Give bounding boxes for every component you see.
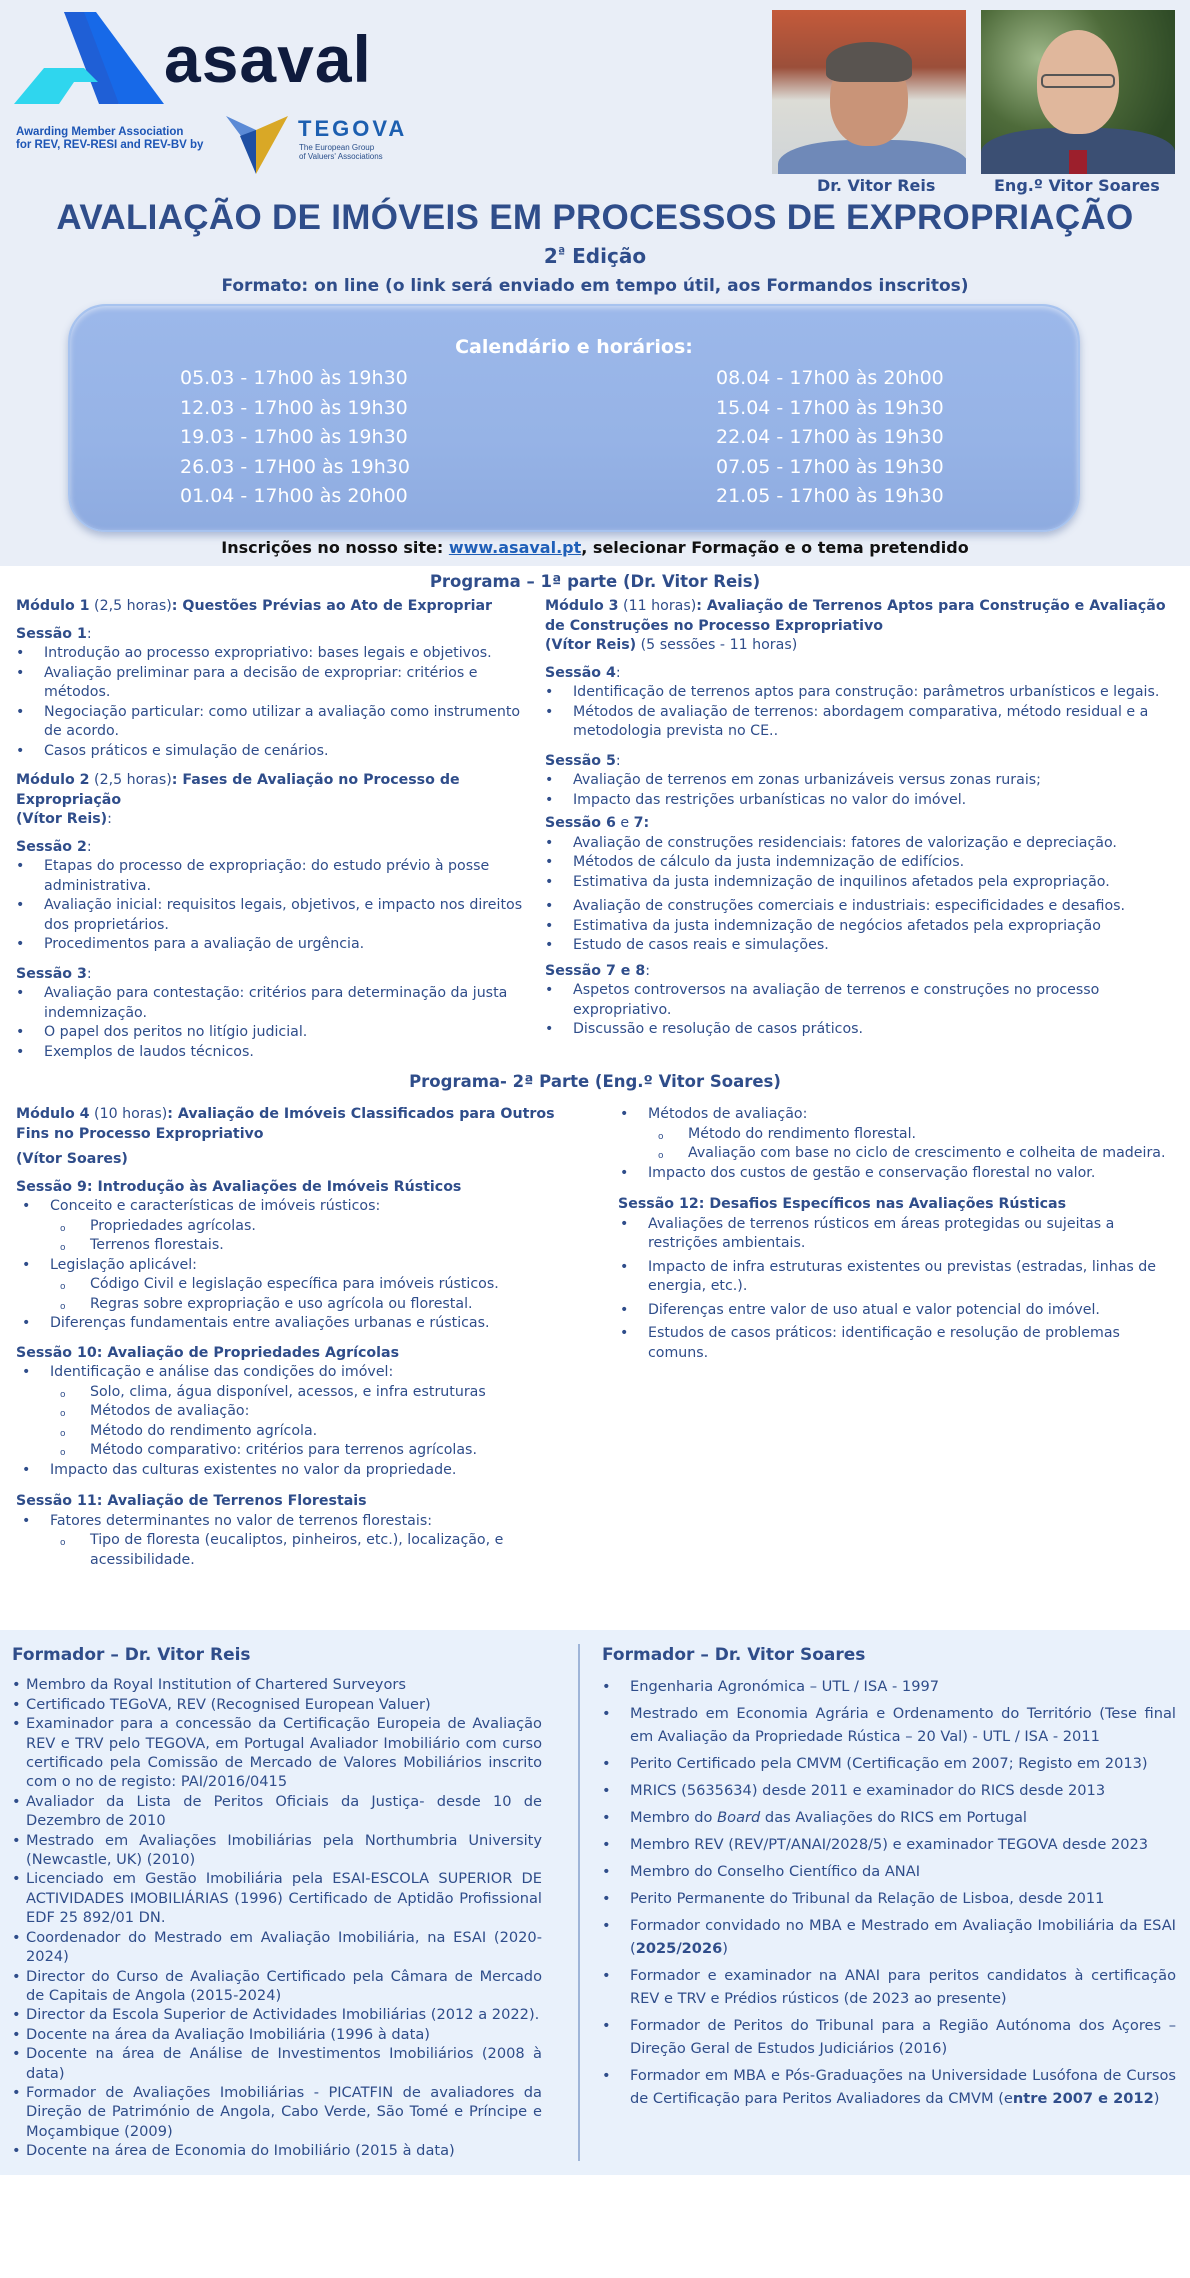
list-item: • Avaliação de terrenos em zonas urbanizáveis versus zonas rurais; — [545, 771, 1172, 791]
list-item: • Estudos de casos práticos: identificação e resolução de problemas comuns. — [620, 1324, 1172, 1363]
session-7-8-list — [545, 981, 1172, 1040]
awarding-line-1: Awarding Member Association — [16, 126, 184, 138]
calendar-box — [68, 304, 1080, 532]
list-item: • Docente na área de Economia do Imobiliário (2015 à data) — [12, 2141, 542, 2160]
sub-list-item: o Método do rendimento agrícola. — [50, 1422, 580, 1442]
tegova-logo-icon — [226, 116, 288, 174]
calendar-date: 22.04 - 17h00 às 19h30 — [716, 426, 944, 448]
edition-ordinal: ª — [557, 246, 566, 261]
awarding-line-2: for REV, REV-RESI and REV-BV by — [16, 139, 204, 151]
session-12-list — [618, 1215, 1172, 1364]
module-name: Módulo 4 — [16, 1106, 90, 1122]
trainer-soares-list — [602, 1675, 1176, 2110]
list-item: • Mestrado em Avaliações Imobiliárias pela Northumbria University (Newcastle, UK) (2010) — [12, 1831, 542, 1870]
list-item: • Perito Certificado pela CMVM (Certificação em 2007; Registo em 2013) — [602, 1752, 1176, 1775]
module-trainer: (Vítor Reis) — [545, 637, 637, 653]
list-item: • Docente na área da Avaliação Imobiliária (1996 à data) — [12, 2025, 542, 2044]
sub-list-item: o Terrenos florestais. — [50, 1236, 580, 1256]
list-item — [22, 1256, 580, 1315]
module-name: Módulo 3 — [545, 598, 619, 614]
calendar-date: 07.05 - 17h00 às 19h30 — [716, 455, 944, 478]
photo-caption-reis: Dr. Vitor Reis — [817, 176, 936, 195]
list-item: • Aspetos controversos na avaliação de terrenos e construções no processo expropriativo. — [545, 981, 1172, 1020]
list-item: • MRICS (5635634) desde 2011 e examinador do RICS desde 2013 — [602, 1779, 1176, 1802]
list-item: • Estimativa da justa indemnização de negócios afetados pela expropriação — [545, 917, 1172, 937]
session-9-title: Sessão 9: Introdução às Avaliações de Imóveis Rústicos — [16, 1178, 462, 1195]
trainer-soares-title: Formador – Dr. Vitor Soares — [602, 1645, 866, 1665]
registration-prefix: Inscrições no nosso site: — [221, 538, 449, 557]
part-1-title: Programa – 1ª parte (Dr. Vitor Reis) — [429, 572, 761, 591]
sub-list-item: o Método comparativo: critérios para terrenos agrícolas. — [50, 1441, 580, 1461]
session-label: Sessão 7 e 8 — [545, 962, 646, 979]
page-title: AVALIAÇÃO DE IMÓVEIS EM PROCESSOS DE EXPROPRIAÇÃO — [56, 198, 1134, 237]
session-label: Sessão 1 — [16, 625, 87, 642]
list-item: • Etapas do processo de expropriação: do estudo prévio à posse administrativa. — [16, 857, 530, 896]
session-11-list — [16, 1512, 580, 1571]
calendar-date: 21.05 - 17h00 às 19h30 — [716, 485, 944, 507]
photo-vitor-reis — [772, 10, 966, 174]
list-item: • Formador convidado no MBA e Mestrado em Avaliação Imobiliária da ESAI (2025/2026) — [602, 1914, 1176, 1960]
list-item-text: Conceito e características de imóveis rústicos: — [50, 1198, 381, 1214]
list-item: • Avaliação preliminar para a decisão de expropriar: critérios e métodos. — [16, 664, 530, 703]
list-item: • Formador de Peritos do Tribunal para a Região Autónoma dos Açores – Direção Geral de Estudos Judiciários (2016) — [602, 2014, 1176, 2060]
module-hours: (2,5 horas) — [89, 598, 172, 614]
list-item: • Formador de Avaliações Imobiliárias - PICATFIN de avaliadores da Direção de Património de Angola, Cabo Verde, São Tomé e Príncipe e Moçambique (2009) — [12, 2083, 542, 2141]
session-11-title: Sessão 11: Avaliação de Terrenos Florestais — [16, 1493, 367, 1509]
session-5-title: Sessão 5: — [545, 752, 621, 769]
list-item: • Membro da Royal Institution of Chartered Surveyors — [12, 1675, 542, 1694]
program-part-1 — [0, 566, 1190, 1570]
list-item: • Exemplos de laudos técnicos. — [16, 1043, 530, 1063]
list-item: • Certificado TEGoVA, REV (Recognised European Valuer) — [12, 1695, 542, 1714]
sub-list — [50, 1383, 580, 1461]
calendar-title: Calendário e horários: — [455, 336, 693, 358]
asaval-logo — [14, 12, 408, 162]
list-item: • Impacto de infra estruturas existentes ou previstas (estradas, linhas de energia, etc.). — [620, 1258, 1172, 1297]
session-3-title: Sessão 3: — [16, 965, 92, 982]
session-label: 7: — [633, 815, 650, 831]
sub-list — [50, 1217, 580, 1256]
sub-list-item: o Solo, clima, água disponível, acessos, e infra estruturas — [50, 1383, 580, 1403]
edition-text: Edição — [572, 244, 647, 268]
session-12-title: Sessão 12: Desafios Específicos nas Avaliações Rústicas — [618, 1196, 1067, 1212]
list-item: • Impacto das culturas existentes no valor da propriedade. — [22, 1461, 580, 1481]
photo-vitor-soares — [981, 10, 1175, 174]
header-band — [0, 0, 1190, 566]
calendar-date: 05.03 - 17h00 às 19h30 — [180, 367, 408, 389]
list-item: • Avaliação inicial: requisitos legais, objetivos, e impacto nos direitos dos proprietários. — [16, 896, 530, 935]
list-item: • Estudo de casos reais e simulações. — [545, 936, 1172, 956]
module-hours: (2,5 horas) — [89, 772, 172, 788]
module-4-title — [16, 1105, 580, 1144]
list-item: • Diferenças fundamentais entre avaliações urbanas e rústicas. — [22, 1314, 580, 1334]
module-trainer: (Vítor Reis) — [16, 811, 108, 827]
session-4-title: Sessão 4: — [545, 664, 621, 681]
list-item: • Avaliador da Lista de Peritos Oficiais da Justiça- desde 10 de Dezembro de 2010 — [12, 1792, 542, 1831]
list-item-text: Fatores determinantes no valor de terrenos florestais: — [50, 1512, 432, 1529]
module-1-title — [16, 597, 530, 617]
asaval-wordmark: asaval — [164, 22, 372, 96]
list-item: • Identificação de terrenos aptos para construção: parâmetros urbanísticos e legais. — [545, 683, 1172, 703]
list-item: • Avaliações de terrenos rústicos em áreas protegidas ou sujeitas a restrições ambientais. — [620, 1215, 1172, 1254]
list-item: • Examinador para a concessão da Certificação Europeia de Avaliação REV e TRV pelo TEGOVA, em Portugal Avaliador Imobiliário com curso certificado pela Comissão de Mercado de Valores Mobiliários inscrito com o no de registo: PAI/2016/0415 — [12, 1714, 542, 1792]
sub-list-item: o Método do rendimento florestal. — [648, 1125, 1172, 1145]
sub-list-item: o Regras sobre expropriação e uso agrícola ou florestal. — [50, 1295, 580, 1315]
list-item: • Membro do Conselho Científico da ANAI — [602, 1860, 1176, 1883]
trainer-soares-panel — [580, 1644, 1190, 2161]
module-2-trainer: (Vítor Reis): — [16, 811, 112, 827]
sub-list-item: o Código Civil e legislação específica para imóveis rústicos. — [50, 1275, 580, 1295]
session-2-list — [16, 857, 530, 955]
session-10-list — [16, 1363, 580, 1480]
trainer-reis-panel — [0, 1644, 580, 2161]
strong-text: ntre 2007 e 2012 — [1012, 2090, 1154, 2108]
calendar-date: 01.04 - 17h00 às 20h00 — [180, 485, 408, 507]
registration-note — [0, 538, 1190, 557]
trainer-reis-title: Formador – Dr. Vitor Reis — [12, 1645, 251, 1665]
module-name: Módulo 1 — [16, 598, 90, 614]
list-item: • Avaliação para contestação: critérios para determinação da justa indemnização. — [16, 984, 530, 1023]
session-11-list-continued — [618, 1105, 1172, 1183]
asaval-website-link[interactable]: www.asaval.pt — [448, 538, 582, 557]
list-item: • Membro do Board das Avaliações do RICS em Portugal — [602, 1806, 1176, 1829]
module-3-trainer — [545, 636, 1172, 656]
list-item: • Docente na área de Análise de Investimentos Imobiliários (2008 à data) — [12, 2044, 542, 2083]
calendar-date: 26.03 - 17H00 às 19h30 — [180, 455, 410, 478]
list-item — [22, 1363, 580, 1461]
registration-suffix: , selecionar Formação e o tema pretendido — [581, 538, 969, 557]
calendar-date: 08.04 - 17h00 às 20h00 — [716, 367, 944, 389]
list-item: • Membro REV (REV/PT/ANAI/2028/5) e examinador TEGOVA desde 2023 — [602, 1833, 1176, 1856]
session-7-8-title: Sessão 7 e 8: — [545, 962, 651, 979]
sub-list-item: o Métodos de avaliação: — [50, 1402, 580, 1422]
session-1-list — [16, 644, 530, 761]
asaval-logo-icon — [14, 12, 164, 104]
trainer-reis-list — [12, 1675, 542, 2160]
module-hours: (10 horas) — [89, 1106, 168, 1122]
trainers-section — [0, 1630, 1190, 2175]
list-item: • Procedimentos para a avaliação de urgência. — [16, 935, 530, 955]
session-label: Sessão 6 — [545, 815, 616, 831]
session-1-title: Sessão 1: — [16, 625, 92, 642]
session-6-7-title — [545, 814, 1172, 834]
module-heading: : Questões Prévias ao Ato de Expropriar — [171, 598, 493, 614]
list-item: • Introdução ao processo expropriativo: bases legais e objetivos. — [16, 644, 530, 664]
list-item: • Métodos de avaliação de terrenos: abordagem comparativa, método residual e a metodologia prevista no CE.. — [545, 703, 1172, 742]
module-heading: : Fases de Avaliação no Processo de Expropriação — [16, 772, 460, 808]
list-item: • Estimativa da justa indemnização de inquilinos afetados pela expropriação. — [545, 873, 1172, 893]
list-item: • Licenciado em Gestão Imobiliária pela ESAI-ESCOLA SUPERIOR DE ACTIVIDADES IMOBILIÁRIAS (1996) Certificado de Aptidão Profissional EDF 25 892/01 DN. — [12, 1869, 542, 1927]
module-4-trainer: (Vítor Soares) — [16, 1151, 128, 1167]
list-item: • Director do Curso de Avaliação Certificado pela Câmara de Mercado de Capitais de Angola (2015-2024) — [12, 1967, 542, 2006]
list-item: • Casos práticos e simulação de cenários. — [16, 742, 530, 762]
sub-list — [648, 1125, 1172, 1164]
module-3-title — [545, 597, 1172, 636]
tegova-wordmark: TEGOVA — [298, 116, 408, 141]
photo-caption-soares: Eng.º Vitor Soares — [994, 176, 1160, 195]
session-label: Sessão 3 — [16, 965, 87, 982]
list-item: • Avaliação de construções residenciais: fatores de valorização e depreciação. — [545, 834, 1172, 854]
module-sessions-note: (5 sessões - 11 horas) — [636, 637, 798, 653]
part-1-right-column — [530, 591, 1190, 1062]
part-2-left-column — [0, 1105, 600, 1570]
module-hours: (11 horas) — [618, 598, 697, 614]
list-item: • Engenharia Agronómica – UTL / ISA - 1997 — [602, 1675, 1176, 1698]
sub-list — [50, 1275, 580, 1314]
part-1-left-column — [0, 591, 530, 1062]
session-label: Sessão 4 — [545, 664, 616, 681]
list-item-text: Métodos de avaliação: — [648, 1106, 808, 1122]
sub-list — [50, 1531, 580, 1570]
list-item: • Diferenças entre valor de uso atual e valor potencial do imóvel. — [620, 1301, 1172, 1321]
session-10-title: Sessão 10: Avaliação de Propriedades Agrícolas — [16, 1344, 400, 1361]
session-6-7-list — [545, 834, 1172, 956]
session-5-list — [545, 771, 1172, 810]
list-item: • Avaliação de construções comerciais e industriais: especificidades e desafios. — [545, 897, 1172, 917]
edition-number: 2 — [543, 244, 558, 268]
part-2-right-column — [600, 1105, 1190, 1570]
list-item: • Director da Escola Superior de Actividades Imobiliárias (2012 a 2022). — [12, 2005, 542, 2024]
tegova-sub-line-2: of Valuers' Associations — [299, 152, 383, 161]
list-item: • Impacto dos custos de gestão e conservação florestal no valor. — [620, 1164, 1172, 1184]
calendar-date: 15.04 - 17h00 às 19h30 — [716, 396, 944, 419]
list-item: • Métodos de cálculo da justa indemnização de edifícios. — [545, 853, 1172, 873]
session-4-list — [545, 683, 1172, 742]
list-item: • Coordenador do Mestrado em Avaliação Imobiliária, na ESAI (2020-2024) — [12, 1928, 542, 1967]
sub-list-item: o Tipo de floresta (eucaliptos, pinheiros, etc.), localização, e acessibilidade. — [50, 1531, 580, 1570]
list-item: • Perito Permanente do Tribunal da Relação de Lisboa, desde 2011 — [602, 1887, 1176, 1910]
session-conj: e — [615, 815, 634, 831]
list-item: • Negociação particular: como utilizar a avaliação como instrumento de acordo. — [16, 703, 530, 742]
list-item — [22, 1197, 580, 1256]
module-heading: : Avaliação de Imóveis Classificados para Outros Fins no Processo Expropriativo — [16, 1106, 555, 1142]
module-name: Módulo 2 — [16, 772, 90, 788]
strong-text: 2025/2026 — [635, 1940, 723, 1958]
edition-label — [0, 244, 1190, 268]
list-item: • Impacto das restrições urbanísticas no valor do imóvel. — [545, 791, 1172, 811]
tegova-sub-line-1: The European Group — [299, 143, 375, 152]
session-label: Sessão 2 — [16, 838, 87, 855]
session-2-title: Sessão 2: — [16, 838, 92, 855]
session-9-list — [16, 1197, 580, 1334]
list-item: • Formador em MBA e Pós-Graduações na Universidade Lusófona de Cursos de Certificação para Peritos Avaliadores da CMVM (entre 2007 e 2012) — [602, 2064, 1176, 2110]
calendar-date: 19.03 - 17h00 às 19h30 — [180, 426, 408, 448]
session-label: Sessão 5 — [545, 752, 616, 769]
list-item: • O papel dos peritos no litígio judicial. — [16, 1023, 530, 1043]
list-item: • Discussão e resolução de casos práticos. — [545, 1020, 1172, 1040]
list-item-text: Identificação e análise das condições do imóvel: — [50, 1364, 394, 1380]
calendar-column-left — [180, 364, 410, 512]
list-item — [620, 1105, 1172, 1164]
module-2-title — [16, 771, 530, 810]
list-item-text: Legislação aplicável: — [50, 1256, 197, 1273]
list-item: • Mestrado em Economia Agrária e Ordenamento do Território (Tese final em Avaliação da Propriedade Rústica – 20 Val) - UTL / ISA - 2011 — [602, 1702, 1176, 1748]
calendar-column-right — [716, 364, 944, 512]
sub-list-item: o Propriedades agrícolas. — [50, 1217, 580, 1237]
list-item — [22, 1512, 580, 1571]
awarding-text — [16, 126, 203, 152]
sub-list-item: o Avaliação com base no ciclo de crescimento e colheita de madeira. — [648, 1144, 1172, 1164]
calendar-date: 12.03 - 17h00 às 19h30 — [180, 396, 408, 419]
tegova-subtitle — [299, 143, 383, 161]
part-2-title: Programa- 2ª Parte (Eng.º Vitor Soares) — [409, 1072, 781, 1091]
emphasis: Board — [717, 1809, 761, 1827]
format-note: Formato: on line (o link será enviado em tempo útil, aos Formandos inscritos) — [221, 276, 969, 296]
list-item: • Formador e examinador na ANAI para peritos candidatos à certificação REV e TRV e Prédios rústicos (de 2023 ao presente) — [602, 1964, 1176, 2010]
session-3-list — [16, 984, 530, 1062]
module-heading: : Avaliação de Terrenos Aptos para Construção e Avaliação de Construções no Processo Expropriativo — [545, 598, 1166, 634]
